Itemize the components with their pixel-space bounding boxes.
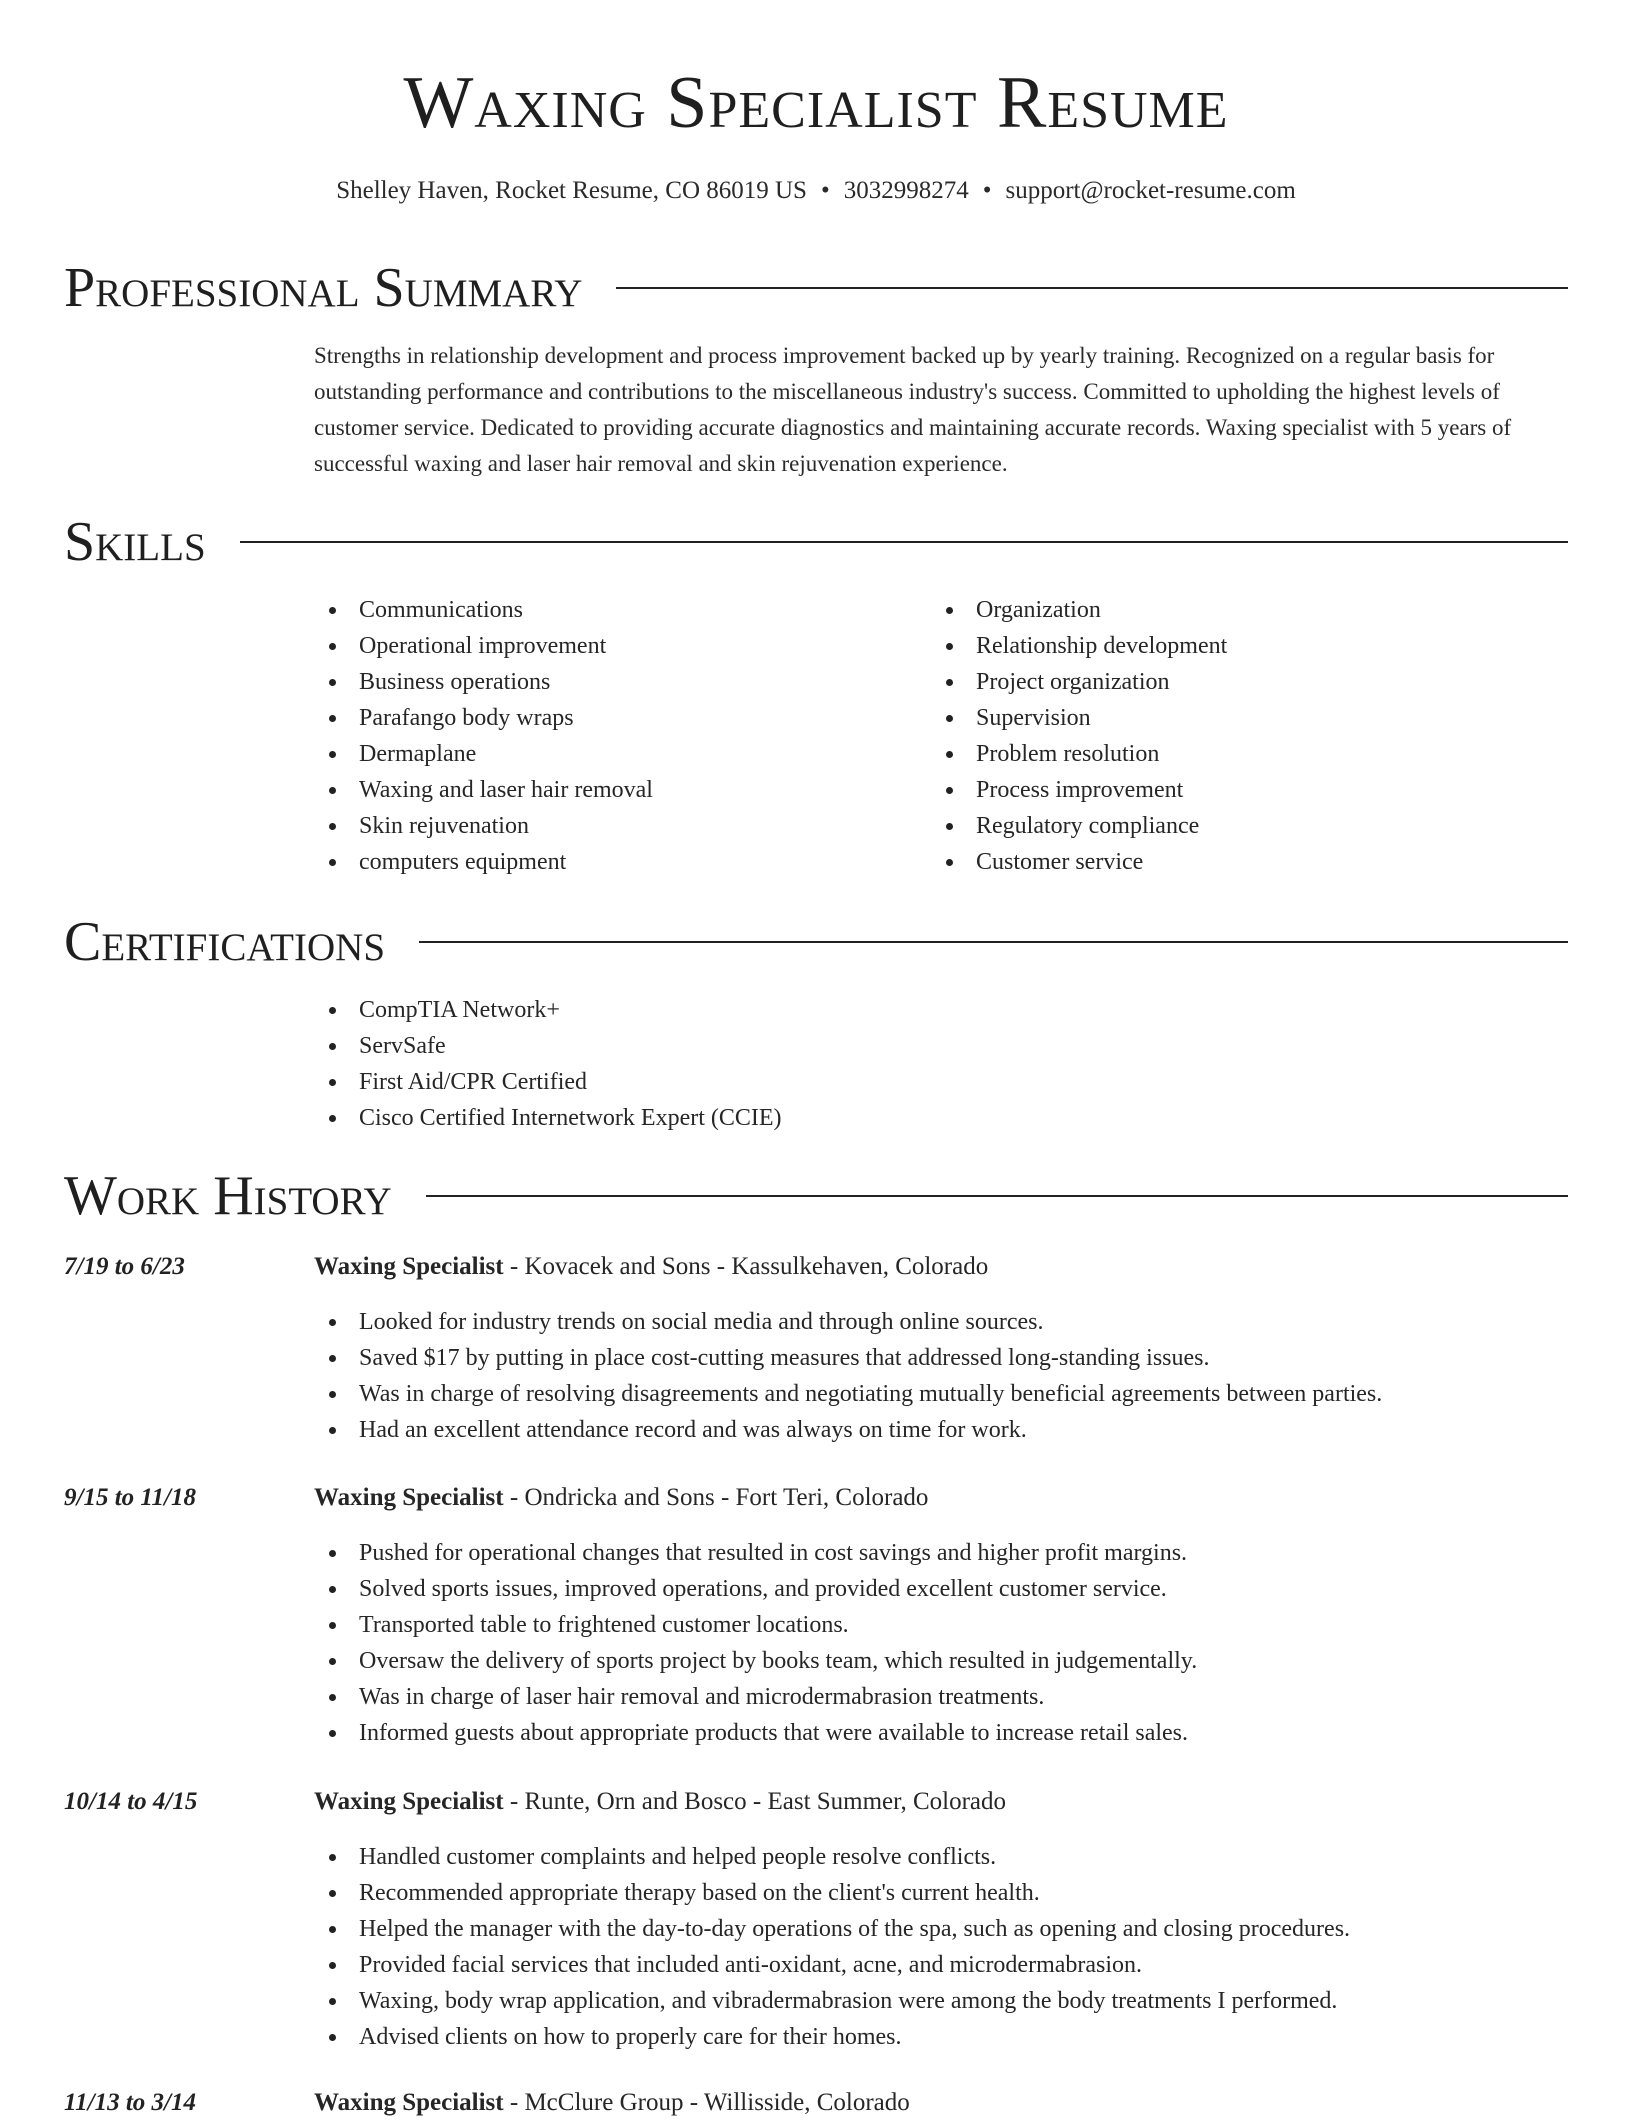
skill-item: Relationship development: [931, 628, 1227, 664]
contact-separator: •: [820, 177, 830, 204]
section-header-summary: [64, 256, 1568, 320]
job-duty-item: Informed guests about appropriate products that were available to increase retail sales.: [314, 1715, 1197, 1751]
job-title: Waxing Specialist: [314, 2089, 504, 2116]
job-title: Waxing Specialist: [314, 1788, 504, 1815]
job-dates: 10/14 to 4/15: [64, 1788, 198, 1815]
job-duty-item: Looked for industry trends on social media and through online sources.: [314, 1304, 1382, 1340]
contact-line: [0, 174, 1632, 208]
job-heading: [314, 1250, 988, 1284]
skill-item: Dermaplane: [314, 736, 653, 772]
certification-item: Cisco Certified Internetwork Expert (CCIE): [314, 1100, 782, 1136]
job-dates: 7/19 to 6/23: [64, 1253, 185, 1280]
job-heading: [314, 1785, 1006, 1819]
job-duty-item: Advised clients on how to properly care for their homes.: [314, 2019, 1350, 2055]
job-dates: 9/15 to 11/18: [64, 1484, 196, 1511]
job-duties-list: [314, 1304, 1382, 1448]
skill-item: Customer service: [931, 844, 1227, 880]
skill-item: Operational improvement: [314, 628, 653, 664]
skills-list-left: [314, 592, 653, 880]
section-title-summary: Professional Summary: [64, 257, 583, 319]
section-divider: [616, 287, 1568, 289]
job-duties-list: [314, 1839, 1350, 2055]
job-duty-item: Helped the manager with the day-to-day operations of the spa, such as opening and closing procedures.: [314, 1911, 1350, 1947]
skill-item: Parafango body wraps: [314, 700, 653, 736]
section-divider: [426, 1195, 1568, 1197]
skill-item: Process improvement: [931, 772, 1227, 808]
job-dates: 11/13 to 3/14: [64, 2089, 196, 2116]
job-duty-item: Had an excellent attendance record and was always on time for work.: [314, 1412, 1382, 1448]
section-header-work-history: [64, 1164, 1568, 1228]
contact-phone: 3032998274: [843, 177, 969, 204]
job-employer-location: - McClure Group - Willisside, Colorado: [503, 2089, 910, 2116]
certification-item: ServSafe: [314, 1028, 782, 1064]
contact-email: support@rocket-resume.com: [1005, 177, 1296, 204]
skill-item: Supervision: [931, 700, 1227, 736]
job-employer-location: - Runte, Orn and Bosco - East Summer, Colorado: [503, 1788, 1007, 1815]
job-duty-item: Handled customer complaints and helped people resolve conflicts.: [314, 1839, 1350, 1875]
skill-item: Communications: [314, 592, 653, 628]
job-duties-list: [314, 1535, 1197, 1751]
job-duty-item: Oversaw the delivery of sports project by books team, which resulted in judgementally.: [314, 1643, 1197, 1679]
certification-item: First Aid/CPR Certified: [314, 1064, 782, 1100]
job-duty-item: Was in charge of resolving disagreements and negotiating mutually beneficial agreements between parties.: [314, 1376, 1382, 1412]
skill-item: Waxing and laser hair removal: [314, 772, 653, 808]
section-header-skills: [64, 510, 1568, 574]
skill-item: Business operations: [314, 664, 653, 700]
skill-item: Problem resolution: [931, 736, 1227, 772]
section-divider: [240, 541, 1568, 543]
skill-item: Organization: [931, 592, 1227, 628]
summary-text: Strengths in relationship development and process improvement backed up by yearly training. Recognized on a regular basis for outstanding performance and contributions to the miscellaneous industry's success. Committed to upholding the highest levels of customer service. Dedicated to providing accurate diagnostics and maintaining accurate records. Waxing specialist with 5 years of successful waxing and laser hair removal and skin rejuvenation experience.: [314, 343, 1512, 476]
job-duty-item: Saved $17 by putting in place cost-cutting measures that addressed long-standing issues.: [314, 1340, 1382, 1376]
job-title: Waxing Specialist: [314, 1253, 504, 1280]
job-title: Waxing Specialist: [314, 1484, 504, 1511]
contact-separator: •: [982, 177, 992, 204]
job-duty-item: Waxing, body wrap application, and vibradermabrasion were among the body treatments I performed.: [314, 1983, 1350, 2019]
section-header-certifications: [64, 910, 1568, 974]
job-heading: [314, 2086, 910, 2120]
resume-title: Waxing Specialist Resume: [403, 62, 1229, 144]
skills-list-right: [931, 592, 1227, 880]
section-title-work-history: Work History: [64, 1165, 392, 1227]
job-employer-location: - Kovacek and Sons - Kassulkehaven, Colorado: [503, 1253, 989, 1280]
certification-item: CompTIA Network+: [314, 992, 782, 1028]
job-employer-location: - Ondricka and Sons - Fort Teri, Colorado: [503, 1484, 929, 1511]
job-duty-item: Recommended appropriate therapy based on the client's current health.: [314, 1875, 1350, 1911]
skill-item: Regulatory compliance: [931, 808, 1227, 844]
job-duty-item: Pushed for operational changes that resulted in cost savings and higher profit margins.: [314, 1535, 1197, 1571]
section-title-certifications: Certifications: [64, 911, 386, 973]
job-duty-item: Solved sports issues, improved operations, and provided excellent customer service.: [314, 1571, 1197, 1607]
section-divider: [419, 941, 1568, 943]
skill-item: Project organization: [931, 664, 1227, 700]
job-heading: [314, 1481, 928, 1515]
certifications-list: [314, 992, 782, 1136]
skill-item: Skin rejuvenation: [314, 808, 653, 844]
contact-address: Shelley Haven, Rocket Resume, CO 86019 US: [336, 177, 807, 204]
job-duty-item: Provided facial services that included anti-oxidant, acne, and microdermabrasion.: [314, 1947, 1350, 1983]
job-duty-item: Transported table to frightened customer locations.: [314, 1607, 1197, 1643]
job-duty-item: Was in charge of laser hair removal and microdermabrasion treatments.: [314, 1679, 1197, 1715]
skill-item: computers equipment: [314, 844, 653, 880]
section-title-skills: Skills: [64, 511, 206, 573]
